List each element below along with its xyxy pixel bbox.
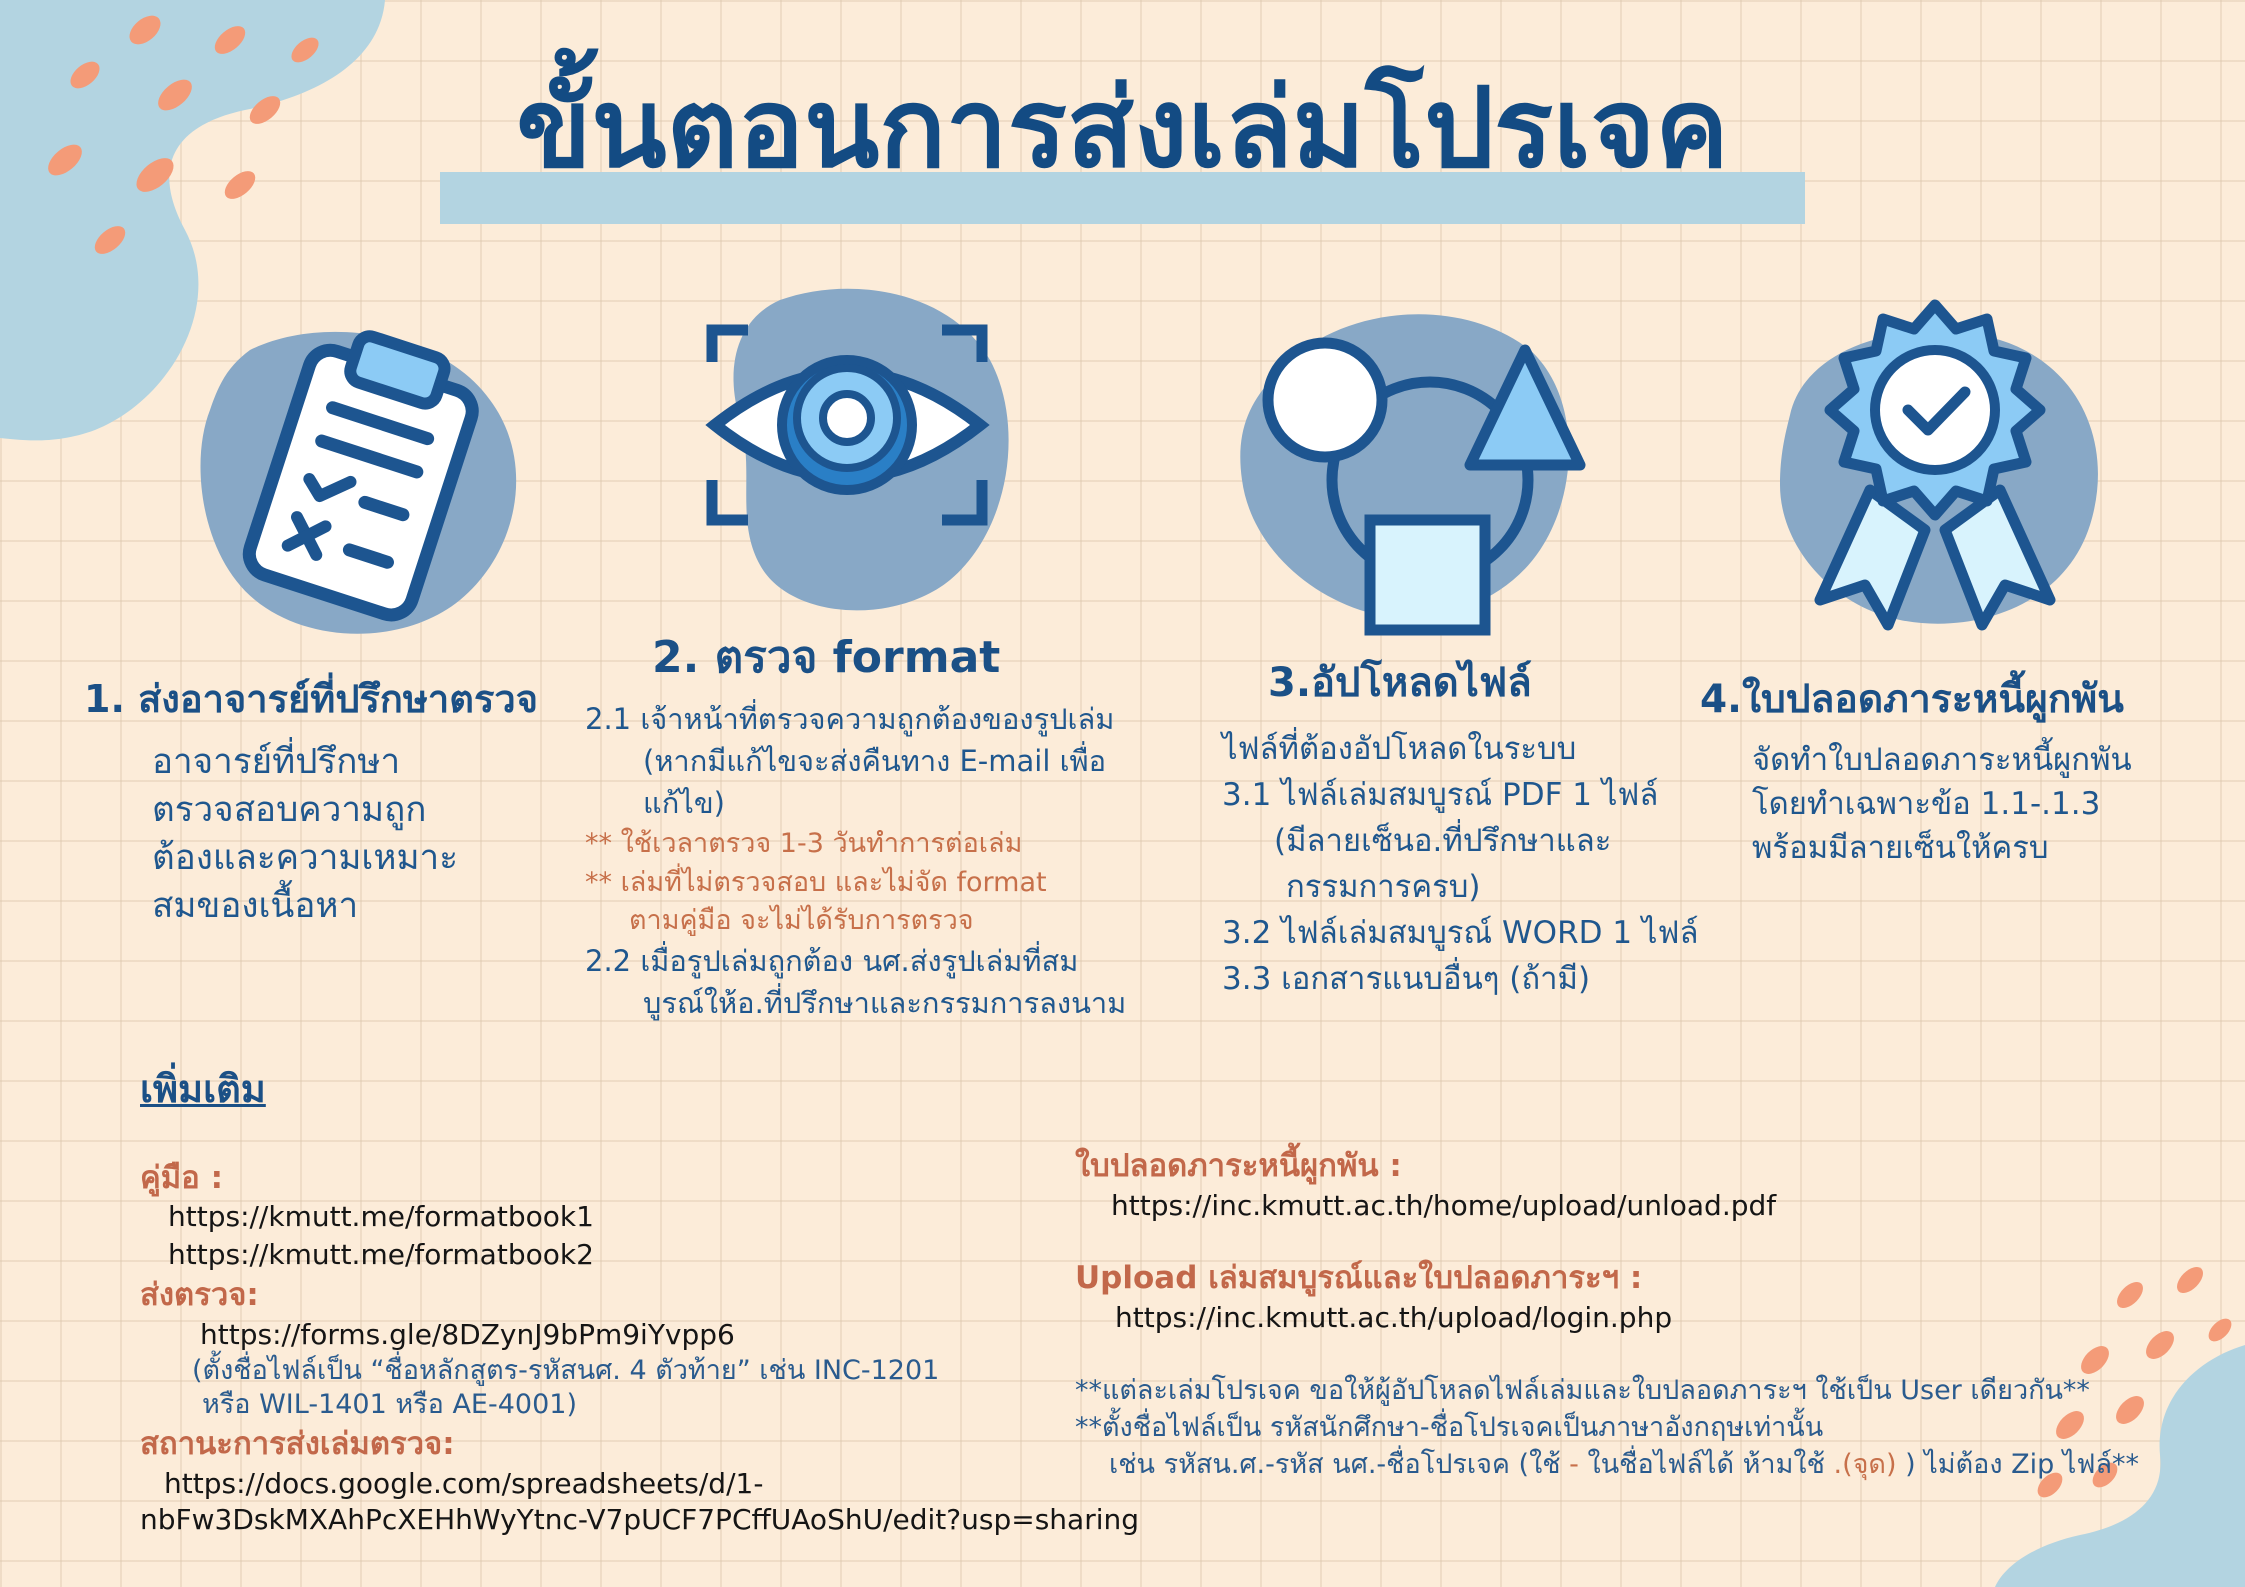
manual-link-2[interactable]: https://kmutt.me/formatbook2	[168, 1238, 594, 1271]
step-4-line: โดยทำเฉพาะข้อ 1.1-.1.3	[1752, 786, 2101, 822]
note-line-3	[1075, 1446, 2139, 1483]
status-link[interactable]: https://docs.google.com/spreadsheets/d/1-	[164, 1467, 764, 1500]
step-3-line: 3.3 เอกสารแนบอื่นๆ (ถ้ามี)	[1222, 961, 1591, 997]
submit-label: ส่งตรวจ:	[140, 1277, 259, 1313]
submit-note: หรือ WIL-1401 หรือ AE-4001)	[202, 1389, 577, 1420]
upload-label: Upload เล่มสมบูรณ์และใบปลอดภาระฯ :	[1075, 1260, 1643, 1296]
step-2-line: แก้ไข)	[643, 786, 725, 820]
step-3-line: (มีลายเซ็นอ.ที่ปรึกษาและ	[1274, 823, 1612, 859]
manual-label: คู่มือ :	[140, 1160, 223, 1196]
step-2-note: ** ใช้เวลาตรวจ 1-3 วันทำการต่อเล่ม	[585, 828, 1023, 859]
step-1-line: ตรวจสอบความถูก	[152, 790, 427, 830]
step-2-line: 2.1 เจ้าหน้าที่ตรวจความถูกต้องของรูปเล่ม	[585, 702, 1115, 736]
shapes-icon	[1230, 300, 1590, 645]
step-2-line: 2.2 เมื่อรูปเล่มถูกต้อง นศ.ส่งรูปเล่มที่สม	[585, 944, 1079, 978]
note-line: **ตั้งชื่อไฟล์เป็น รหัสนักศึกษา-ชื่อโปรเจคเป็นภาษาอังกฤษเท่านั้น	[1075, 1412, 1824, 1443]
submit-note: (ตั้งชื่อไฟล์เป็น “ชื่อหลักสูตร-รหัสนศ. 4 ตัวท้าย” เช่น INC-1201	[192, 1355, 940, 1386]
step-3-line: 3.1 ไฟล์เล่มสมบูรณ์ PDF 1 ไฟล์	[1222, 777, 1659, 813]
step-2-note: ตามคู่มือ จะไม่ได้รับการตรวจ	[629, 905, 974, 936]
clipboard-checklist-icon	[190, 310, 530, 660]
step-1-description	[152, 738, 458, 930]
clearance-label: ใบปลอดภาระหนี้ผูกพัน :	[1075, 1148, 1402, 1184]
step-3-line: ไฟล์ที่ต้องอัปโหลดในระบบ	[1222, 731, 1577, 767]
note-dot: .(จุด)	[1833, 1449, 1897, 1480]
note-dash: -	[1569, 1449, 1579, 1480]
status-label: สถานะการส่งเล่มตรวจ:	[140, 1426, 455, 1462]
step-4-line: พร้อมมีลายเซ็นให้ครบ	[1752, 830, 2049, 866]
extra-left-column	[140, 1158, 1139, 1538]
step-3-description	[1222, 726, 1698, 1002]
extra-heading: เพิ่มเติม	[140, 1067, 266, 1111]
manual-link-1[interactable]: https://kmutt.me/formatbook1	[168, 1200, 594, 1233]
award-badge-icon	[1760, 295, 2120, 645]
step-3-line: 3.2 ไฟล์เล่มสมบูรณ์ WORD 1 ไฟล์	[1222, 915, 1699, 951]
step-3-title: 3.อัปโหลดไฟล์	[1268, 660, 1532, 706]
upload-link[interactable]: https://inc.kmutt.ac.th/upload/login.php	[1115, 1301, 1673, 1334]
step-2-line: (หากมีแก้ไขจะส่งคืนทาง E-mail เพื่อ	[643, 744, 1107, 778]
note-text: ในชื่อไฟล์ได้ ห้ามใช้	[1578, 1449, 1834, 1480]
note-text: เช่น รหัสน.ศ.-รหัส นศ.-ชื่อโปรเจค (ใช้	[1109, 1449, 1570, 1480]
step-2-line: บูรณ์ให้อ.ที่ปรึกษาและกรรมการลงนาม	[643, 986, 1127, 1020]
note-line: **แต่ละเล่มโปรเจค ขอให้ผู้อัปโหลดไฟล์เล่มและใบปลอดภาระฯ ใช้เป็น User เดียวกัน**	[1075, 1375, 2090, 1406]
step-2-description	[585, 698, 1126, 1024]
step-4-line: จัดทำใบปลอดภาระหนี้ผูกพัน	[1752, 742, 2132, 778]
step-4-description	[1752, 738, 2132, 870]
step-1-line: ต้องและความเหมาะ	[152, 838, 458, 878]
step-1-line: สมของเนื้อหา	[152, 886, 359, 926]
step-2-note: ** เล่มที่ไม่ตรวจสอบ และไม่จัด format	[585, 867, 1047, 898]
step-1-title: 1. ส่งอาจารย์ที่ปรึกษาตรวจ	[84, 677, 538, 721]
step-3-line: กรรมการครบ)	[1286, 869, 1481, 905]
status-link[interactable]: nbFw3DskMXAhPcXEHhWyYtnc-V7pUCF7PCffUAoShU/edit?usp=sharing	[140, 1503, 1140, 1536]
step-4-title: 4.ใบปลอดภาระหนี้ผูกพัน	[1700, 677, 2124, 722]
page-title: ขั้นตอนการส่งเล่มโปรเจค	[516, 64, 1729, 192]
submit-link[interactable]: https://forms.gle/8DZynJ9bPm9iYvpp6	[200, 1318, 735, 1351]
step-2-title: 2. ตรวจ format	[652, 632, 1001, 683]
extra-right-column	[1075, 1146, 2139, 1483]
step-1-line: อาจารย์ที่ปรึกษา	[152, 742, 401, 782]
eye-scan-icon	[700, 280, 1020, 630]
clearance-link[interactable]: https://inc.kmutt.ac.th/home/upload/unload.pdf	[1111, 1189, 1777, 1222]
note-text: ) ไม่ต้อง Zip ไฟล์**	[1896, 1449, 2140, 1480]
